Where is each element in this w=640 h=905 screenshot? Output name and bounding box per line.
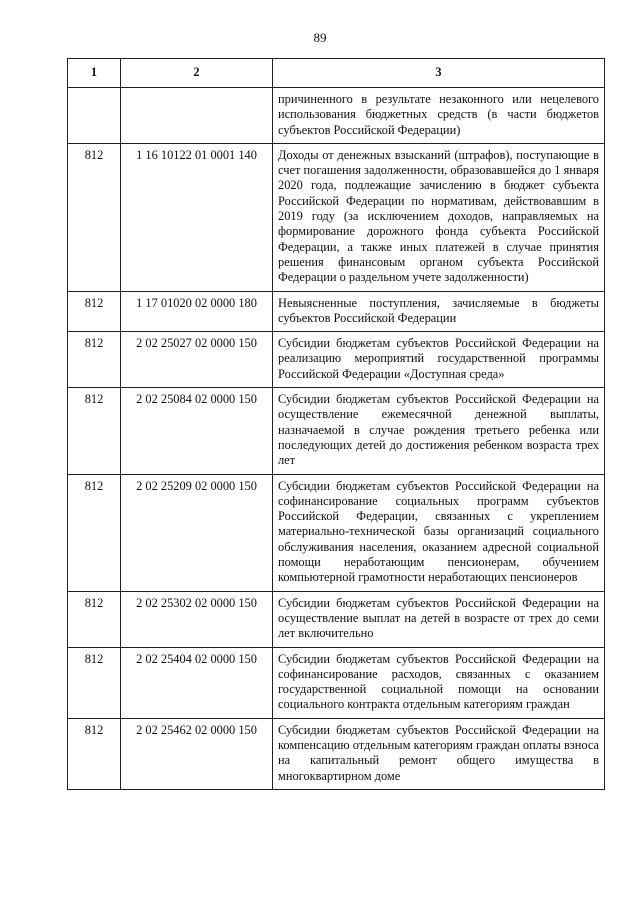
description-cell: Субсидии бюджетам субъектов Российской Федерации на осуществление выплат на детей в возрасте от трех до семи лет включительно [273,591,605,647]
table-row [68,388,605,474]
description-cell: Субсидии бюджетам субъектов Российской Федерации на софинансирование расходов, связанных с оказанием государственной социальной помощи на основании социального контракта отдельным категориям граждан [273,647,605,718]
page-number: 89 [313,30,327,45]
admin-code-cell: 812 [68,291,121,332]
admin-code-cell: 812 [68,647,121,718]
kbk-code-cell: 2 02 25209 02 0000 150 [121,474,273,591]
table-row [68,474,605,591]
header-col-3: 3 [273,59,605,88]
kbk-code-cell: 2 02 25404 02 0000 150 [121,647,273,718]
admin-code-cell: 812 [68,474,121,591]
table-row [68,591,605,647]
description-cell: Субсидии бюджетам субъектов Российской Федерации на софинансирование социальных программ субъектов Российской Федерации, связанных с укреплением материально-технической базы организаций социального обслуживания населения, оказанием адресной социальной помощи неработающим пенсионерам, обучением компьютерной грамотности неработающих пенсионеров [273,474,605,591]
admin-code-cell: 812 [68,388,121,474]
header-col-1: 1 [68,59,121,88]
admin-code-cell: 812 [68,143,121,291]
description-cell: Субсидии бюджетам субъектов Российской Федерации на компенсацию отдельным категориям граждан оплаты взноса на капитальный ремонт общего имущества в многоквартирном доме [273,718,605,789]
table-row [68,291,605,332]
description-cell: причиненного в результате незаконного или нецелевого использования бюджетных средств (в части бюджетов субъектов Российской Федерации) [273,88,605,144]
kbk-code-cell: 2 02 25084 02 0000 150 [121,388,273,474]
admin-code-cell [68,88,121,144]
revenue-codes-table [67,58,605,790]
description-cell: Субсидии бюджетам субъектов Российской Федерации на осуществление ежемесячной денежной выплаты, назначаемой в случае рождения третьего ребенка или последующих детей до достижения ребенком возраста трех лет [273,388,605,474]
table-header-row [68,59,605,88]
table-row [68,88,605,144]
kbk-code-cell: 2 02 25302 02 0000 150 [121,591,273,647]
admin-code-cell: 812 [68,591,121,647]
admin-code-cell: 812 [68,332,121,388]
description-cell: Доходы от денежных взысканий (штрафов), поступающие в счет погашения задолженности, образовавшейся до 1 января 2020 года, подлежащие зачислению в бюджет субъекта Российской Федерации по нормативам, действовавшим в 2019 году (за исключением доходов, направляемых на формирование дорожного фонда субъекта Российской Федерации, а также иных платежей в случае принятия решения финансовым органом субъекта Российской Федерации о раздельном учете задолженности) [273,143,605,291]
description-cell: Невыясненные поступления, зачисляемые в бюджеты субъектов Российской Федерации [273,291,605,332]
table-row [68,332,605,388]
kbk-code-cell [121,88,273,144]
kbk-code-cell: 1 17 01020 02 0000 180 [121,291,273,332]
description-cell: Субсидии бюджетам субъектов Российской Федерации на реализацию мероприятий государственной программы Российской Федерации «Доступная среда» [273,332,605,388]
kbk-code-cell: 1 16 10122 01 0001 140 [121,143,273,291]
table-row [68,647,605,718]
kbk-code-cell: 2 02 25462 02 0000 150 [121,718,273,789]
header-col-2: 2 [121,59,273,88]
table-row [68,718,605,789]
table-row [68,143,605,291]
admin-code-cell: 812 [68,718,121,789]
kbk-code-cell: 2 02 25027 02 0000 150 [121,332,273,388]
